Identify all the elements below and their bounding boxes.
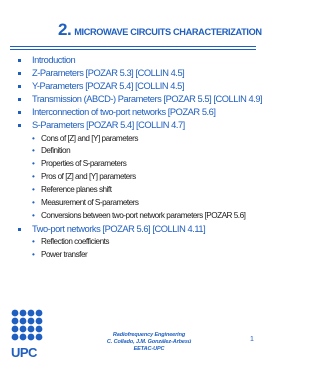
dot-bullet-icon: • (32, 185, 35, 195)
upc-logo (10, 308, 52, 364)
sub-item: • Reflection coefficients (18, 236, 258, 249)
section-number: 2. (58, 20, 72, 39)
dot-bullet-icon: • (32, 237, 35, 246)
outline-item-two-port-networks: Two-port networks [POZAR 5.6] [COLLIN 4.11] (18, 223, 258, 236)
sub-item: • Reference planes shift (18, 184, 258, 197)
dot-bullet-icon: • (32, 211, 35, 220)
outline-item-s-parameters: S-Parameters [POZAR 5.4] [COLLIN 4.7] (18, 119, 258, 132)
footer-course: Radiofrequency Engineering (112, 332, 186, 338)
sub-item: • Power transfer (18, 249, 258, 262)
logo-text: UPC (11, 345, 37, 360)
section-title: MICROWAVE CIRCUITS CHARACTERIZATION (74, 27, 262, 37)
square-bullet-icon (18, 111, 21, 114)
logo-dot-grid (12, 310, 43, 341)
square-bullet-icon (18, 59, 21, 62)
dot-bullet-icon: • (32, 133, 35, 143)
dot-bullet-icon: • (32, 146, 35, 156)
sub-item: • Properties of S-parameters (18, 158, 258, 171)
square-bullet-icon (18, 228, 21, 231)
outline-item-z-parameters: Z-Parameters [POZAR 5.3] [COLLIN 4.5] (18, 67, 258, 80)
outline-item-abcd-parameters: Transmission (ABCD-) Parameters [POZAR 5.5] [COLLIN 4.9] (18, 93, 258, 106)
page-number: 1 (250, 336, 254, 343)
sub-item: • Definition (18, 145, 258, 158)
dot-bullet-icon: • (32, 159, 35, 169)
sub-item: • Conversions between two-port network parameters [POZAR 5.6] (18, 210, 258, 223)
footer-institution: EETAC-UPC (133, 346, 165, 352)
title-rule-bottom (10, 49, 256, 50)
outline-list (18, 54, 263, 262)
dot-bullet-icon: • (32, 172, 35, 182)
outline-item-interconnection: Interconnection of two-port networks [POZAR 5.6] (18, 106, 258, 119)
footer-authors: C. Collado, J.M. González-Arbesú (106, 339, 192, 345)
square-bullet-icon (18, 72, 21, 75)
title-rule-top (10, 46, 256, 47)
square-bullet-icon (18, 124, 21, 127)
sub-item: • Measurement of S-parameters (18, 197, 258, 210)
slide-title (58, 20, 262, 40)
outline-item-y-parameters: Y-Parameters [POZAR 5.4] [COLLIN 4.5] (18, 80, 258, 93)
square-bullet-icon (18, 85, 21, 88)
dot-bullet-icon: • (32, 249, 35, 259)
outline-item-introduction: Introduction (18, 54, 258, 67)
sub-item: • Cons of [Z] and [Y] parameters (18, 133, 258, 146)
square-bullet-icon (18, 98, 21, 101)
dot-bullet-icon: • (32, 198, 35, 208)
sub-item: • Pros of [Z] and [Y] parameters (18, 171, 258, 184)
